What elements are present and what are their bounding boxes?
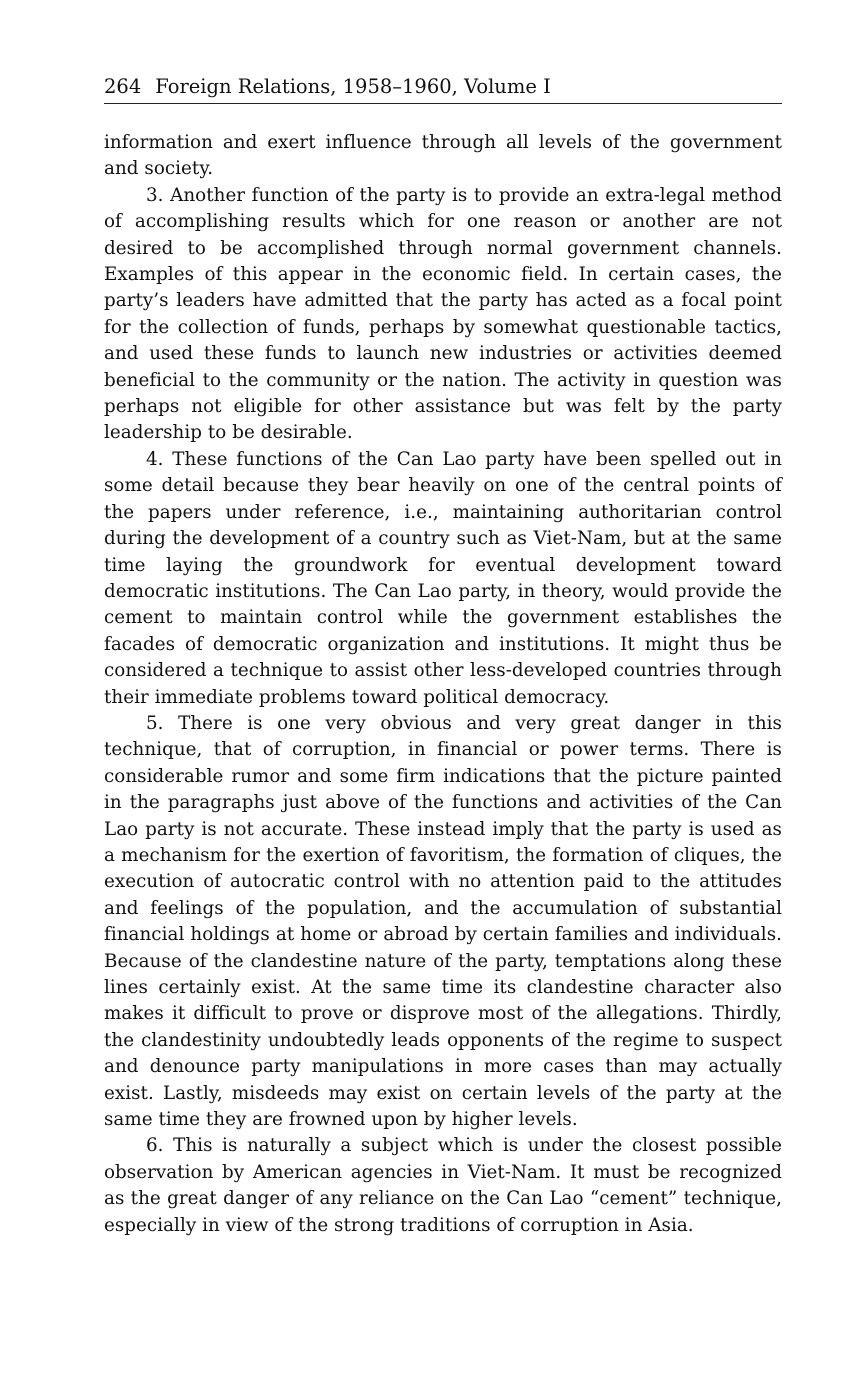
document-page (104, 74, 782, 1239)
paragraph-6: 6. This is naturally a subject which is under the closest possible observation by American agencies in Viet-Nam. It must be recognized as the great danger of any reliance on the Can Lao “cement” technique, especially in view of the strong traditions of corruption in Asia. (104, 1135, 782, 1236)
running-head (104, 74, 782, 104)
paragraph-continuation: information and exert influence through all levels of the government and society. (104, 132, 782, 180)
book-title: Foreign Relations, 1958–1960, Volume I (155, 75, 551, 98)
page-number: 264 (104, 75, 142, 98)
paragraph-3: 3. Another function of the party is to provide an extra-legal method of accomplishing results which for one reason or another are not desired to be accomplished through normal government channels. Examples of this appear in the economic field. In certain cases, the party’s leaders have admitted that the party has acted as a focal point for the collection of funds, perhaps by somewhat questionable tactics, and used these funds to launch new industries or activities deemed beneficial to the community or the nation. The activity in question was perhaps not eligible for other assistance but was felt by the party leadership to be desirable. (104, 184, 782, 444)
paragraph-4: 4. These functions of the Can Lao party have been spelled out in some detail because they bear heavily on one of the central points of the papers under reference, i.e., maintaining authoritarian control during the development of a country such as Viet-Nam, but at the same time laying the groundwork for eventual development toward democratic institutions. The Can Lao party, in theory, would provide the cement to maintain control while the government establishes the facades of democratic organization and institutions. It might thus be considered a technique to assist other less-developed countries through their immediate problems toward political democracy. (104, 448, 782, 708)
body-text (104, 130, 782, 1239)
paragraph-5: 5. There is one very obvious and very great danger in this technique, that of corruption, in financial or power terms. There is considerable rumor and some firm indications that the picture painted in the paragraphs just above of the functions and activities of the Can Lao party is not accurate. These instead imply that the party is used as a mechanism for the exertion of favoritism, the formation of cliques, the execution of autocratic control with no attention paid to the attitudes and feelings of the population, and the accumulation of substantial financial holdings at home or abroad by certain families and individuals. Because of the clandestine nature of the party, temptations along these lines certainly exist. At the same time its clandestine character also makes it difficult to prove or disprove most of the allegations. Thirdly, the clandestinity undoubtedly leads opponents of the regime to suspect and denounce party manipulations in more cases than may actually exist. Lastly, misdeeds may exist on certain levels of the party at the same time they are frowned upon by higher levels. (104, 712, 782, 1131)
